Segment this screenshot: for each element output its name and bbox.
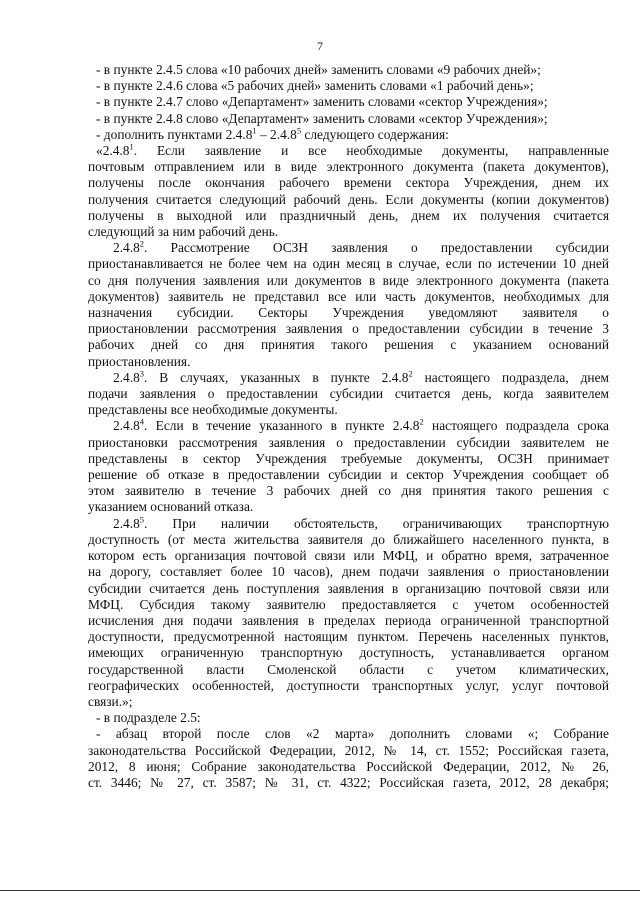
text-line: подачи заявления о предоставлении субсидии считается день, когда заявителем bbox=[88, 386, 609, 402]
text-line: - в пункте 2.4.5 слова «10 рабочих дней» заменить словами «9 рабочих дней»; bbox=[96, 62, 541, 77]
text-line: приостанавливается не более чем на один месяц в случае, если по истечении 10 дней bbox=[88, 256, 609, 272]
text-line: государственной власти Смоленской области с учетом климатических, bbox=[88, 661, 609, 677]
text-line: - в пункте 2.4.8 слово «Департамент» заменить словами «сектор Учреждения»; bbox=[96, 110, 548, 126]
text-line: рабочих дней со дня принятия такого решения с указанием оснований bbox=[88, 337, 609, 353]
text-line: связи.»; bbox=[88, 693, 133, 709]
text-line: 2012, 8 июня; Собрание законодательства Российской Федерации, 2012, № 26, bbox=[88, 758, 609, 774]
text-line: получены после окончания рабочего времени сектора Учреждения, днем их bbox=[88, 175, 609, 191]
text-line: географических особенностей, доступности транспортных услуг, услуг почтовой bbox=[88, 677, 609, 693]
text-line: решение об отказе в предоставлении субсидии и сектор Учреждения сообщает об bbox=[88, 467, 609, 483]
text-line: - в пункте 2.4.7 слово «Департамент» заменить словами «сектор Учреждения»; bbox=[96, 94, 548, 110]
document-body bbox=[88, 62, 609, 791]
text-line: ст. 3446; № 27, ст. 3587; № 31, ст. 4322; Российская газета, 2012, 28 декабря; bbox=[88, 774, 609, 790]
text-line: приостановлении рассмотрения заявления о предоставлении субсидии в течение 3 bbox=[88, 321, 609, 337]
text-line: со дня получения заявления или документов в виде электронного документа (пакета bbox=[88, 272, 609, 288]
text-line: на дорогу, составляет более 10 часов), днем подачи заявления о приостановлении bbox=[88, 564, 609, 580]
text-line: указанием оснований отказа. bbox=[88, 499, 254, 515]
text-line: назначения субсидии. Секторы Учреждения уведомляют заявителя о bbox=[88, 305, 609, 321]
text-line: 2.4.8$^4$. Если в течение указанного в пункте 2.4.8$^2$ настоящего подраздела срока bbox=[113, 417, 609, 434]
bottom-edge-line bbox=[0, 890, 640, 891]
text-line: имеющих ограниченную транспортную доступность, устанавливается органом bbox=[88, 645, 609, 661]
text-line: 2.4.8$^2$. Рассмотрение ОСЗН заявления о предоставлении субсидии bbox=[113, 238, 609, 256]
text-line: исчисления дня подачи заявления в пределах периода ограниченной транспортной bbox=[88, 612, 609, 628]
text-line: следующий за ним рабочий день. bbox=[88, 224, 279, 240]
text-line: субсидии считается день поступления заявления в организацию почтовой связи или bbox=[88, 580, 609, 596]
text-line: представлены в сектор Учреждения требуемые документы, ОСЗН принимает bbox=[88, 450, 609, 466]
text-line: 2.4.8$^3$. В случаях, указанных в пункте 2.4.8$^2$ настоящего подраздела, днем bbox=[113, 368, 609, 385]
text-line: - в пункте 2.4.6 слова «5 рабочих дней» заменить словами «1 рабочий день»; bbox=[96, 78, 534, 94]
text-line: документов) заявитель не представил все или часть документов, необходимых для bbox=[88, 288, 609, 304]
text-line: получения считается следующий рабочий день. Если документы (копии документов) bbox=[88, 191, 609, 207]
text-line: доступности, предусмотренной настоящим пунктом. Перечень населенных пунктов, bbox=[88, 629, 609, 645]
text-line: представлены все необходимые документы. bbox=[88, 402, 338, 418]
text-line: приостановки рассмотрения заявления о предоставлении субсидии заявителем не bbox=[88, 434, 609, 450]
text-line: этом заявителю в течение 3 рабочих дней со дня принятия такого решения с bbox=[88, 483, 609, 499]
text-line: приостановления. bbox=[88, 353, 191, 369]
page-number: 7 bbox=[317, 39, 323, 53]
text-line: почтовым отправлением или в виде электронного документа (пакета документов), bbox=[88, 159, 609, 175]
text-line: доступность (от места жительства заявителя до ближайшего населенного пункта, в bbox=[88, 531, 609, 547]
text-line: - дополнить пунктами 2.4.8$^1$ – 2.4.8$^5$ следующего содержания: bbox=[96, 125, 449, 142]
text-line: МФЦ. Субсидия такому заявителю предоставляется с учетом особенностей bbox=[88, 596, 609, 612]
text-line: «2.4.8$^1$. Если заявление и все необходимые документы, направленные bbox=[96, 141, 609, 159]
text-line: 2.4.8$^5$. При наличии обстоятельств, ограничивающих транспортную bbox=[113, 514, 609, 531]
text-line: - в подразделе 2.5: bbox=[96, 710, 201, 726]
text-line: - абзац второй после слов «2 марта» дополнить словами «; Собрание bbox=[96, 726, 609, 742]
text-line: законодательства Российской Федерации, 2012, № 14, ст. 1552; Российская газета, bbox=[88, 742, 609, 758]
text-line: получены в выходной или праздничный день, днем их получения считается bbox=[88, 207, 609, 223]
text-line: котором есть организация почтовой связи или МФЦ, и обратно время, затраченное bbox=[88, 548, 609, 564]
